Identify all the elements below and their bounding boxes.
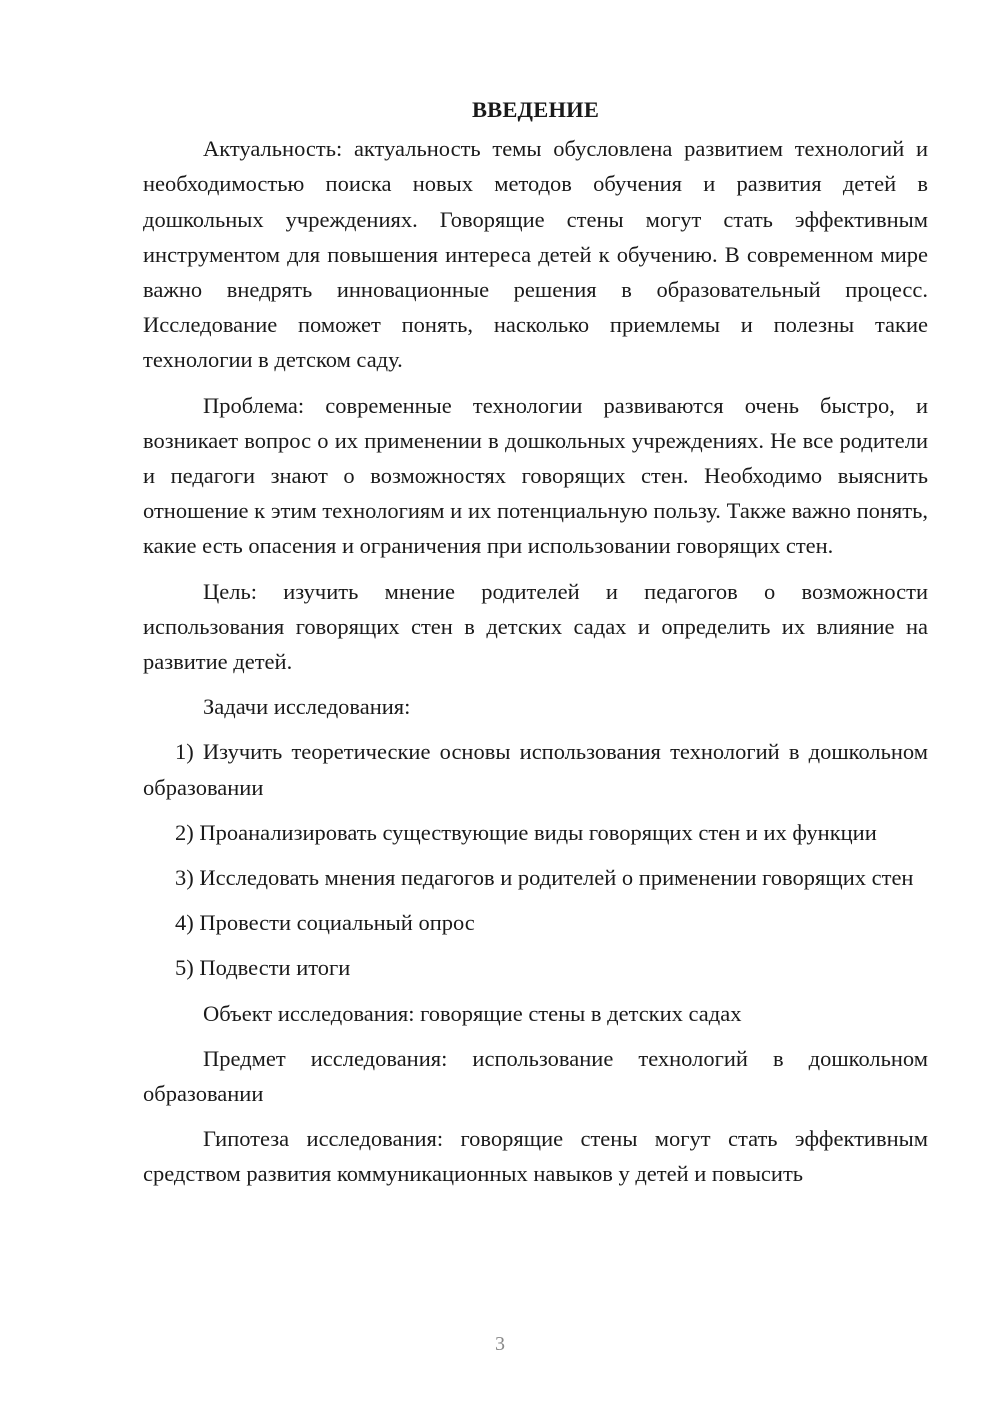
relevance-paragraph: Актуальность: актуальность темы обусловлена развитием технологий и необходимостью поиска новых методов обучения и развития детей в дошкольных учреждениях. Говорящие стены могут стать эффективным инструментом для повышения интереса детей к обучению. В современном мире важно внедрять инновационные решения в образовательный процесс. Исследование поможет понять, насколько приемлемы и полезны такие технологии в детском саду. [143, 136, 928, 373]
task-item: 2) Проанализировать существующие виды говорящих стен и их функции [175, 819, 877, 845]
goal-paragraph: Цель: изучить мнение родителей и педагогов о возможности использования говорящих стен в детских садах и определить их влияние на развитие детей. [143, 578, 928, 675]
section-title: ВВЕДЕНИЕ [471, 97, 600, 122]
task-item: 5) Подвести итоги [175, 955, 351, 981]
task-item: 1) Изучить теоретические основы использования технологий в дошкольном образовании [143, 739, 928, 800]
task-item: 4) Провести социальный опрос [175, 910, 475, 936]
hypothesis-paragraph: Гипотеза исследования: говорящие стены могут стать эффективным средством развития коммуникационных навыков у детей и повысить [143, 1126, 928, 1187]
problem-paragraph: Проблема: современные технологии развиваются очень быстро, и возникает вопрос о их применении в дошкольных учреждениях. Не все родители и педагоги знают о возможностях говорящих стен. Необходимо выяснить отношение к этим технологиям и их потенциальную пользу. Также важно понять, какие есть опасения и ограничения при использовании говорящих стен. [143, 392, 928, 559]
page-content [143, 92, 928, 1192]
object-paragraph: Объект исследования: говорящие стены в детских садах [203, 1000, 742, 1026]
subject-paragraph: Предмет исследования: использование технологий в дошкольном образовании [143, 1045, 928, 1107]
task-item: 3) Исследовать мнения педагогов и родителей о применении говорящих стен [175, 865, 914, 891]
tasks-heading: Задачи исследования: [203, 694, 411, 720]
page-number: 3 [495, 1333, 505, 1355]
